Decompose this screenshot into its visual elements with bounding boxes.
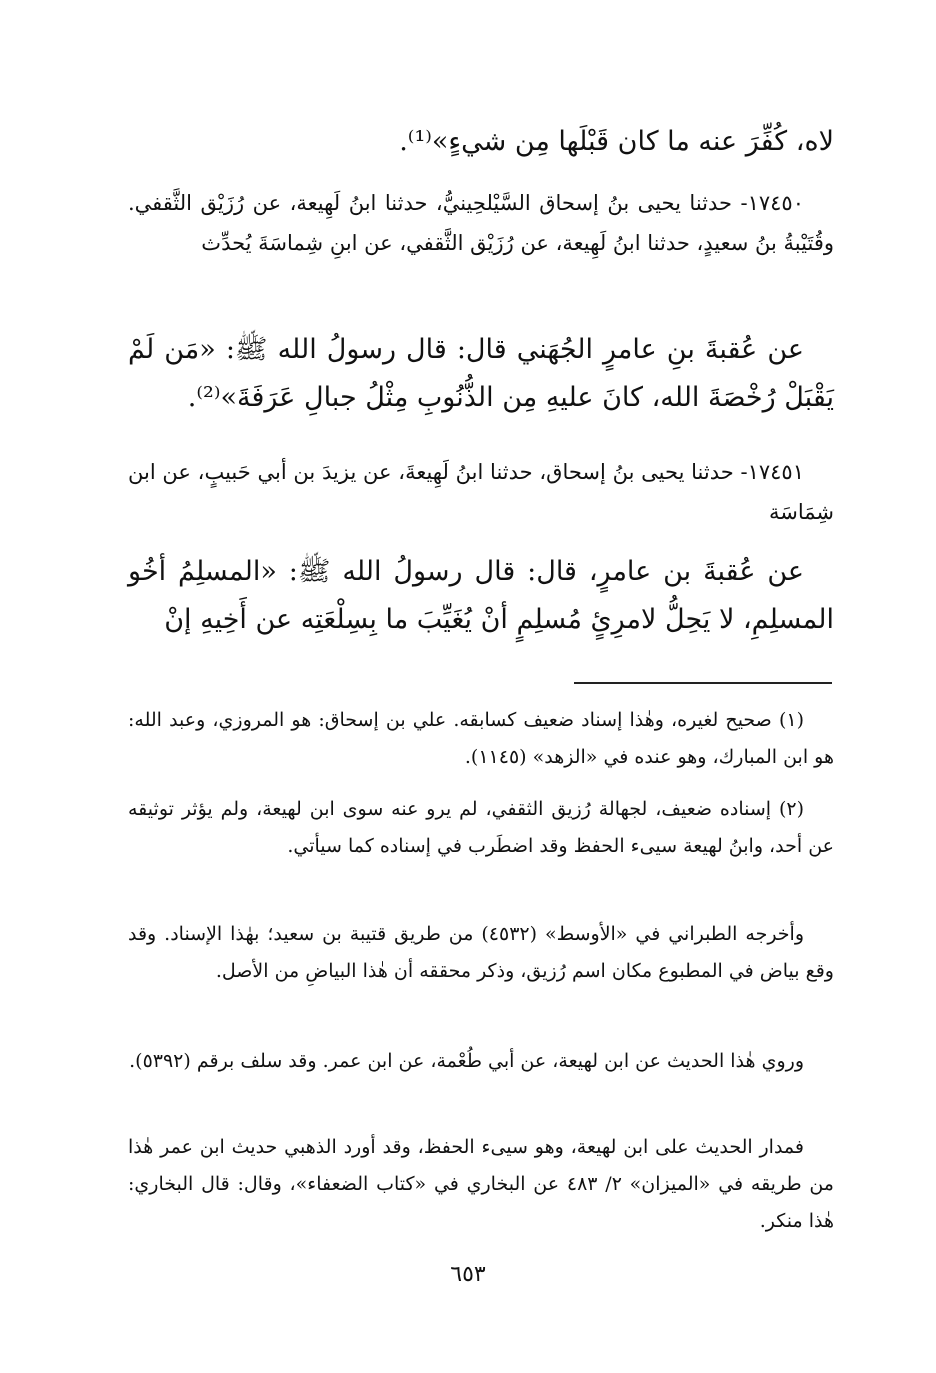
isnad-17450: ١٧٤٥٠- حدثنا يحيى بنُ إسحاق السَّيْلحِينيُّ، حدثنا ابنُ لَهِيعة، عن رُزَيْق الثَّقفي. وقُتَيْبةُ بنُ سعيدٍ، حدثنا ابنُ لَهِيعة، عن رُزَيْق الثَّقفي، عن ابنِ شِماسَةَ يُحدِّث (128, 191, 834, 255)
footnote-2-paragraph-4: فمدار الحديث على ابن لهيعة، وهو سيىء الحفظ، وقد أورد الذهبي حديث ابن عمر هٰذا من طريقه في «الميزان» ٢/ ٤٨٣ عن البخاري في «كتاب الضعفاء»، وقال: قال البخاري: هٰذا منكر. (128, 1136, 834, 1232)
hadith-text-17450: عن عُقبةَ بنِ عامرٍ الجُهَني قال: قال رسولُ الله ﷺ: «مَن لَمْ يَقْبَلْ رُخْصَةَ الله، كانَ عليهِ مِن الذُّنُوبِ مِثْلُ جبالِ عَرَفَةَ»⁽²⁾. (128, 334, 834, 413)
hadith-continuation: لاه، كُفِّرَ عنه ما كان قَبْلَها مِن شيءٍ»⁽¹⁾. (399, 126, 834, 157)
isnad-17451: ١٧٤٥١- حدثنا يحيى بنُ إسحاق، حدثنا ابنُ لَهِيعةَ، عن يزيدَ بن أبي حَبيبٍ، عن ابن شِمَاسَة (128, 460, 834, 524)
footnote-2-paragraph-3: وروي هٰذا الحديث عن ابن لهيعة، عن أبي طُعْمة، عن ابن عمر. وقد سلف برقم (٥٣٩٢). (129, 1050, 804, 1072)
footnote-2-paragraph-2: وأخرجه الطبراني في «الأوسط» (٤٥٣٢) من طريق قتيبة بن سعيد؛ بهٰذا الإسناد. وقد وقع بياض في المطبوع مكان اسم رُزيق، وذكر محققه أن هٰذا البياضِ من الأصل. (128, 923, 834, 982)
footnote-divider (574, 682, 832, 684)
footnote-1: (١) صحيح لغيره، وهٰذا إسناد ضعيف كسابقه. علي بن إسحاق: هو المروزي، وعبد الله: هو ابن المبارك، وهو عنده في «الزهد» (١١٤٥). (128, 709, 834, 768)
page-number: ٦٥٣ (450, 1262, 486, 1287)
footnote-2: (٢) إسناده ضعيف، لجهالة رُزيق الثقفي، لم يرو عنه سوى ابن لهيعة، ولم يؤثر توثيقه عن أحد، وابنُ لهيعة سيىء الحفظ وقد اضطَرب في إسناده كما سيأتي. (128, 798, 834, 857)
hadith-text-17451: عن عُقبةَ بن عامرٍ، قال: قال رسولُ الله ﷺ: «المسلِمُ أخُو المسلِمِ، لا يَحِلُّ لامرِئٍ مُسلِمٍ أنْ يُغَيِّبَ ما بِسِلْعَتِه عن أَخِيهِ إنْ (128, 556, 834, 635)
